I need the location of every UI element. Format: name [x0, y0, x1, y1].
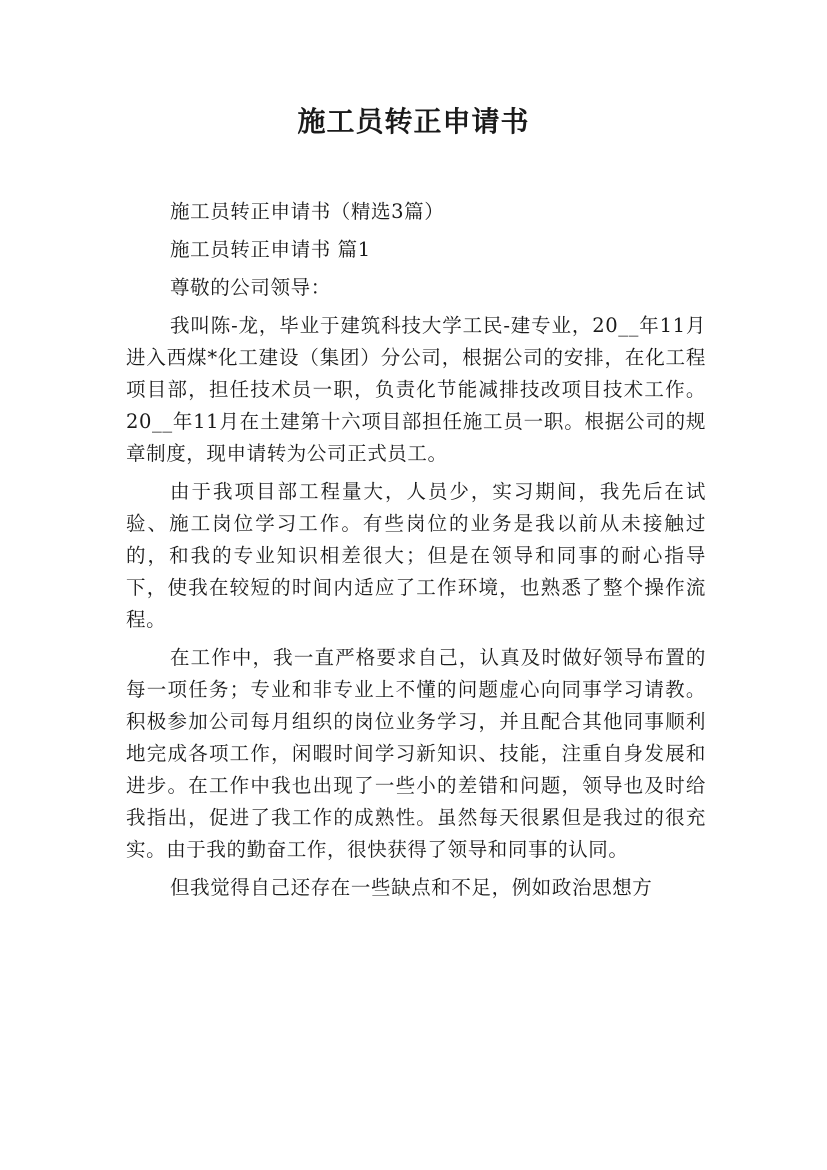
paragraph: 由于我项目部工程量大，人员少，实习期间，我先后在试验、施工岗位学习工作。有些岗位的业务是我以前从未接触过的，和我的专业知识相差很大；但是在领导和同事的耐心指导下，使我在较短的时间内适应了工作环境，也熟悉了整个操作流程。 [126, 480, 706, 631]
intro-line: 施工员转正申请书 篇1 [170, 238, 371, 261]
paragraph: 在工作中，我一直严格要求自己，认真及时做好领导布置的每一项任务；专业和非专业上不懂的问题虚心向同事学习请教。积极参加公司每月组织的岗位业务学习，并且配合其他同事顺利地完成各项工作，闲暇时间学习新知识、技能，注重自身发展和进步。在工作中我也出现了一些小的差错和问题，领导也及时给我指出，促进了我工作的成熟性。虽然每天很累但是我过的很充实。由于我的勤奋工作，很快获得了领导和同事的认同。 [126, 646, 706, 861]
salutation: 尊敬的公司领导： [170, 276, 331, 299]
document-body [126, 196, 706, 910]
paragraph: 但我觉得自己还存在一些缺点和不足，例如政治思想方 [170, 876, 653, 899]
intro-line: 施工员转正申请书（精选3篇） [170, 200, 445, 223]
paragraph: 我叫陈-龙，毕业于建筑科技大学工民-建专业，20__年11月进入西煤*化工建设（集团）分公司，根据公司的安排，在化工程项目部，担任技术员一职，负责化节能减排技改项目技术工作。20__年11月在土建第十六项目部担任施工员一职。根据公司的规章制度，现申请转为公司正式员工。 [126, 314, 706, 465]
document-title: 施工员转正申请书 [297, 105, 530, 138]
